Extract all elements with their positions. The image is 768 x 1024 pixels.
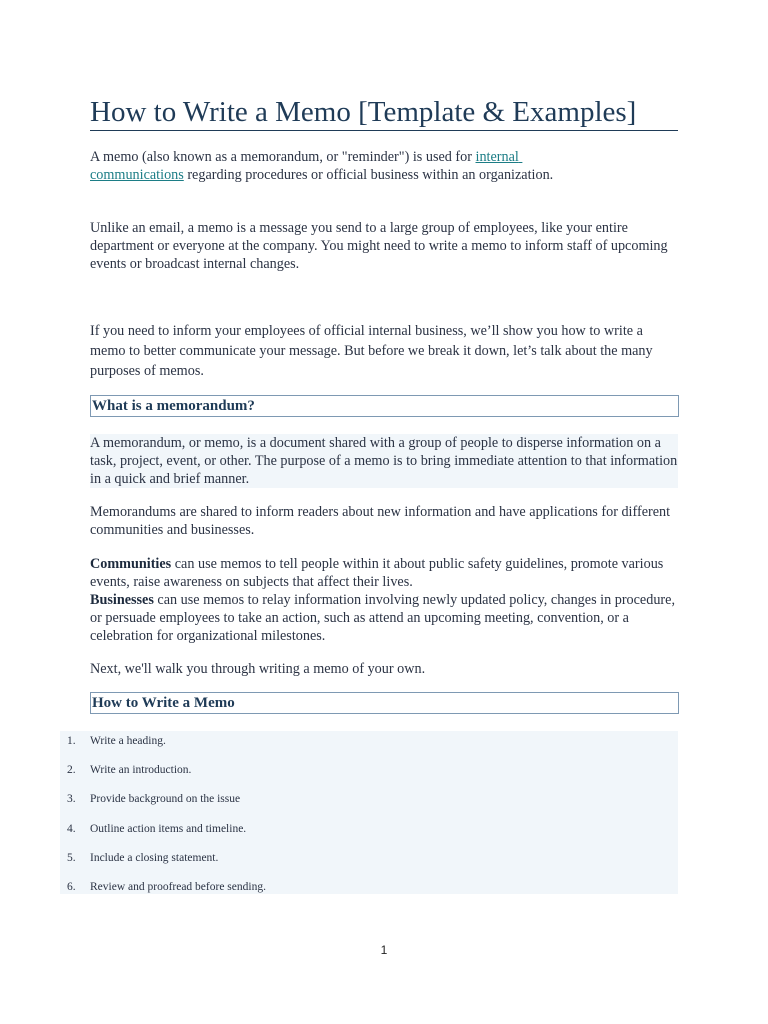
page-number: 1 <box>380 943 388 957</box>
intro-paragraph <box>90 148 680 184</box>
intro-text-before: A memo (also known as a memorandum, or "reminder") is used for <box>90 149 476 165</box>
applications-paragraph: Memorandums are shared to inform readers about new information and have applications for different communities and businesses. <box>90 504 671 538</box>
intro-text-after: regarding procedures or official business within an organization. <box>183 167 554 183</box>
step-text: Provide background on the issue <box>90 793 241 805</box>
businesses-text: can use memos to relay information involving newly updated policy, changes in procedure, or persuade employees to take an action, such as attend an upcoming meeting, convention, or a celebration for organizational milestones. <box>90 592 675 644</box>
list-item <box>60 850 660 866</box>
next-paragraph: Next, we'll walk you through writing a memo of your own. <box>90 661 426 677</box>
step-text: Review and proofread before sending. <box>90 881 266 893</box>
list-item <box>60 879 660 895</box>
section-heading-what-is-memorandum: What is a memorandum? <box>90 395 679 417</box>
list-item <box>60 733 660 749</box>
businesses-label: Businesses <box>90 592 154 608</box>
step-text: Outline action items and timeline. <box>90 823 247 835</box>
step-number: 4. <box>67 823 76 835</box>
step-number: 3. <box>67 793 76 805</box>
link-text-part1[interactable]: internal <box>475 149 519 165</box>
communities-label: Communities <box>90 556 172 572</box>
page-title: How to Write a Memo [Template & Examples] <box>90 94 678 131</box>
communities-businesses-paragraph <box>90 555 680 645</box>
email-comparison-paragraph: Unlike an email, a memo is a message you send to a large group of employees, like your entire department or everyone at the company. You might need to write a memo to inform staff of upcoming events or broadcast internal changes. <box>90 220 668 272</box>
step-number: 5. <box>67 852 76 864</box>
step-text: Include a closing statement. <box>90 852 219 864</box>
step-text: Write an introduction. <box>90 764 192 776</box>
step-number: 6. <box>67 881 76 893</box>
step-number: 1. <box>67 735 76 747</box>
list-item <box>60 791 660 807</box>
section-heading-how-to-write: How to Write a Memo <box>90 692 679 714</box>
definition-paragraph: A memorandum, or memo, is a document shared with a group of people to disperse information on a task, project, event, or other. The purpose of a memo is to bring immediate attention to that information in a quick and brief manner. <box>90 435 678 487</box>
step-number: 2. <box>67 764 76 776</box>
steps-list <box>60 731 678 894</box>
list-item <box>60 762 660 778</box>
list-item <box>60 821 660 837</box>
link-text-part2[interactable]: communications <box>90 167 184 183</box>
step-text: Write a heading. <box>90 735 166 747</box>
communities-text: can use memos to tell people within it about public safety guidelines, promote various events, raise awareness on subjects that affect their lives. <box>90 556 664 590</box>
inform-paragraph: If you need to inform your employees of official internal business, we’ll show you how to write a memo to better communicate your message. But before we break it down, let’s talk about the many purposes of memos. <box>90 323 653 379</box>
